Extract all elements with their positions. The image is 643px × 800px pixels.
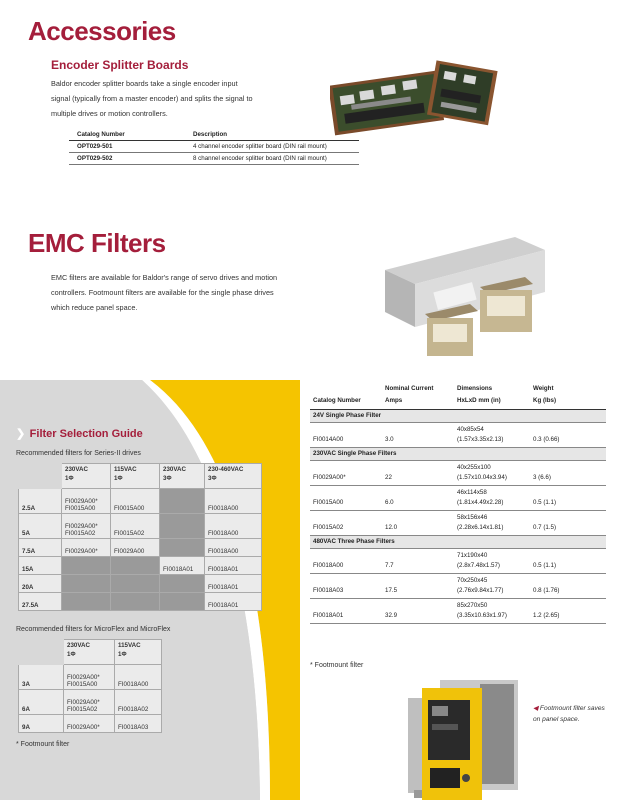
filter-cell: FI0018A01 (205, 557, 262, 575)
column-header: Catalog Number (69, 128, 185, 141)
column-header-line: 1Φ (114, 475, 123, 482)
dimensions-cell (454, 574, 530, 599)
weight-cell: 0.7 (1.5) (530, 511, 606, 536)
dimensions-mm: 40x85x54 (457, 426, 484, 433)
rating-cell: 27.5A (19, 593, 62, 611)
encoder-splitter-heading: Encoder Splitter Boards (51, 58, 189, 72)
selection-guide-title: Filter Selection Guide (29, 428, 143, 440)
emc-filters-photo (375, 232, 550, 362)
filter-cell (62, 557, 111, 575)
rating-cell: 2.5A (19, 489, 62, 514)
emc-footnote: * Footmount filter (310, 662, 364, 669)
table-row (310, 511, 606, 536)
filter-cell (160, 593, 205, 611)
column-header-line: 1Φ (65, 475, 74, 482)
description-line: signal (typically from a master encoder) and splits the signal to (51, 94, 253, 103)
column-header (111, 464, 160, 489)
description-cell: 8 channel encoder splitter board (DIN rail mount) (185, 153, 359, 165)
amps-cell: 12.0 (382, 511, 454, 536)
filter-value: FI0029A00* (65, 498, 98, 505)
emc-filters-table (310, 381, 606, 624)
filter-cell: FI0029A00* (62, 539, 111, 557)
dimensions-in: (3.35x10.63x1.97) (457, 612, 507, 619)
table-row (19, 575, 262, 593)
rating-cell: 6A (19, 690, 64, 715)
filter-value: FI0029A00* (67, 699, 100, 706)
table-row (310, 549, 606, 574)
selection-guide-heading (16, 424, 143, 442)
filter-value: FI0015A00 (65, 505, 96, 512)
dimensions-cell (454, 511, 530, 536)
dimensions-in: (1.57x3.35x2.13) (457, 436, 504, 443)
caption-arrow-icon: ◀ (533, 705, 539, 712)
filter-cell: FI0018A00 (205, 489, 262, 514)
filter-cell: FI0029A00 (111, 539, 160, 557)
filter-cell: FI0018A03 (115, 715, 162, 733)
table-header-row (310, 381, 606, 410)
caption-line: on panel space. (533, 716, 580, 723)
column-header (454, 381, 530, 410)
column-header-line: 1Φ (67, 651, 76, 658)
table-header-row (69, 128, 359, 141)
description-line: multiple drives or motion controllers. (51, 109, 168, 118)
filter-value: FI0015A00 (67, 681, 98, 688)
column-header: Catalog Number (310, 381, 382, 410)
column-header-line: Dimensions (457, 385, 493, 392)
table-row (19, 665, 162, 690)
catalog-number-cell: FI0029A00* (310, 461, 382, 486)
weight-cell: 0.3 (0.66) (530, 423, 606, 448)
filter-cell (160, 489, 205, 514)
table-row (19, 593, 262, 611)
caption-text: Footmount filter saves (539, 705, 605, 712)
amps-cell: 17.5 (382, 574, 454, 599)
accessories-description (51, 76, 321, 121)
dimensions-in: (1.57x10.04x3.94) (457, 474, 507, 481)
column-header (62, 464, 111, 489)
catalog-number-cell: FI0015A02 (310, 511, 382, 536)
column-header-line: 230VAC (163, 466, 186, 473)
rating-cell: 15A (19, 557, 62, 575)
weight-cell: 0.5 (1.1) (530, 486, 606, 511)
table-row (310, 574, 606, 599)
filter-cell (62, 593, 111, 611)
rating-cell: 7.5A (19, 539, 62, 557)
table-row (69, 141, 359, 153)
catalog-number-cell: FI0015A00 (310, 486, 382, 511)
column-header-line: Kg (lbs) (533, 397, 557, 404)
catalog-number-cell: FI0018A03 (310, 574, 382, 599)
column-header-line: 115VAC (114, 466, 137, 473)
dimensions-in: (1.81x4.49x2.28) (457, 499, 504, 506)
filter-value: FI0015A02 (67, 706, 98, 713)
selection-footnote: * Footmount filter (16, 741, 70, 748)
rating-cell: 3A (19, 665, 64, 690)
amps-cell: 32.9 (382, 599, 454, 624)
column-header-line: 3Φ (208, 475, 217, 482)
filter-cell (160, 539, 205, 557)
group-label: 24V Single Phase Filter (310, 410, 606, 423)
microflex-filter-table (18, 639, 162, 733)
column-header-line: 3Φ (163, 475, 172, 482)
catalog-number-cell: FI0018A01 (310, 599, 382, 624)
description-line: EMC filters are available for Baldor's range of servo drives and motion (51, 273, 278, 282)
filter-cell: FI0029A00* (64, 715, 115, 733)
description-cell: 4 channel encoder splitter board (DIN rail mount) (185, 141, 359, 153)
table-row (19, 489, 262, 514)
weight-cell: 1.2 (2.65) (530, 599, 606, 624)
dimensions-cell (454, 599, 530, 624)
table-header-row (19, 464, 262, 489)
column-header-line: Weight (533, 385, 554, 392)
weight-cell: 3 (6.6) (530, 461, 606, 486)
filter-cell (160, 514, 205, 539)
description-line: which reduce panel space. (51, 303, 138, 312)
description-line: Baldor encoder splitter boards take a single encoder input (51, 79, 238, 88)
rating-cell: 9A (19, 715, 64, 733)
table-group-row (310, 536, 606, 549)
column-header-line: 115VAC (118, 642, 141, 649)
dimensions-mm: 46x114x58 (457, 489, 487, 496)
filter-value: FI0029A00* (65, 523, 98, 530)
caption-line (533, 703, 638, 714)
column-header (64, 640, 115, 665)
group-label: 480VAC Three Phase Filters (310, 536, 606, 549)
rating-cell: 5A (19, 514, 62, 539)
amps-cell: 22 (382, 461, 454, 486)
emc-filters-title: EMC Filters (28, 228, 166, 258)
table-row (310, 461, 606, 486)
filter-cell: FI0018A01 (205, 593, 262, 611)
series2-filter-table (18, 463, 262, 611)
column-header (382, 381, 454, 410)
table-row (69, 153, 359, 165)
description-line: controllers. Footmount filters are available for the single phase drives (51, 288, 274, 297)
photo-caption (533, 703, 638, 725)
column-header (115, 640, 162, 665)
rating-cell: 20A (19, 575, 62, 593)
amps-cell: 3.0 (382, 423, 454, 448)
filter-cell: FI0015A02 (111, 514, 160, 539)
catalog-number-cell: OPT029-501 (69, 141, 185, 153)
filter-cell (62, 489, 111, 514)
dimensions-mm: 58x156x46 (457, 514, 488, 521)
weight-cell: 0.5 (1.1) (530, 549, 606, 574)
filter-cell (111, 557, 160, 575)
filter-cell (160, 575, 205, 593)
catalog-number-cell: FI0014A00 (310, 423, 382, 448)
column-header-line: 230-460VAC (208, 466, 244, 473)
filter-cell: FI0015A00 (111, 489, 160, 514)
filter-cell (111, 593, 160, 611)
dimensions-in: (2.8x7.48x1.57) (457, 562, 500, 569)
table-row (310, 486, 606, 511)
encoder-splitter-table (69, 128, 359, 165)
table-row (19, 557, 262, 575)
dimensions-cell (454, 461, 530, 486)
dimensions-in: (2.28x6.14x1.81) (457, 524, 504, 531)
amps-cell: 6.0 (382, 486, 454, 511)
microflex-heading: Recommended filters for MicroFlex and MicroFlex (16, 626, 171, 633)
column-header: Description (185, 128, 359, 141)
table-row (19, 539, 262, 557)
group-label: 230VAC Single Phase Filters (310, 448, 606, 461)
filter-cell: FI0018A00 (205, 514, 262, 539)
filter-cell: FI0018A02 (115, 690, 162, 715)
dimensions-cell (454, 423, 530, 448)
series2-heading: Recommended filters for Series-II drives (16, 450, 141, 457)
accessories-title: Accessories (28, 16, 176, 46)
filter-cell (62, 514, 111, 539)
column-header-line: 230VAC (65, 466, 88, 473)
column-header-line: 1Φ (118, 651, 127, 658)
table-row (19, 690, 162, 715)
column-header-line: HxLxD mm (in) (457, 397, 501, 404)
chevron-right-icon: ❯ (16, 428, 26, 440)
dimensions-mm: 70x250x45 (457, 577, 488, 584)
filter-cell: FI0018A00 (115, 665, 162, 690)
table-row (19, 715, 162, 733)
amps-cell: 7.7 (382, 549, 454, 574)
emc-description (51, 270, 351, 315)
dimensions-cell (454, 549, 530, 574)
footmount-drive-photo (400, 680, 530, 800)
table-row (19, 514, 262, 539)
filter-cell: FI0018A01 (205, 575, 262, 593)
filter-cell (64, 665, 115, 690)
filter-cell (64, 690, 115, 715)
column-header-line: 230VAC (67, 642, 90, 649)
column-header (205, 464, 262, 489)
dimensions-mm: 71x190x40 (457, 552, 488, 559)
filter-cell (111, 575, 160, 593)
dimensions-in: (2.76x9.84x1.77) (457, 587, 504, 594)
filter-cell: FI0018A01 (160, 557, 205, 575)
filter-cell: FI0018A00 (205, 539, 262, 557)
filter-value: FI0029A00* (67, 674, 100, 681)
dimensions-mm: 85x270x50 (457, 602, 488, 609)
column-header (530, 381, 606, 410)
catalog-number-cell: OPT029-502 (69, 153, 185, 165)
table-group-row (310, 448, 606, 461)
table-header-row (19, 640, 162, 665)
weight-cell: 0.8 (1.76) (530, 574, 606, 599)
catalog-number-cell: FI0018A00 (310, 549, 382, 574)
column-header-line: Nominal Current (385, 385, 434, 392)
column-header-line: Amps (385, 397, 403, 404)
table-row (310, 423, 606, 448)
table-row (310, 599, 606, 624)
column-header (160, 464, 205, 489)
dimensions-mm: 40x255x100 (457, 464, 491, 471)
encoder-splitter-board-photo (330, 50, 500, 140)
filter-value: FI0015A02 (65, 530, 96, 537)
dimensions-cell (454, 486, 530, 511)
filter-cell (62, 575, 111, 593)
table-group-row (310, 410, 606, 423)
